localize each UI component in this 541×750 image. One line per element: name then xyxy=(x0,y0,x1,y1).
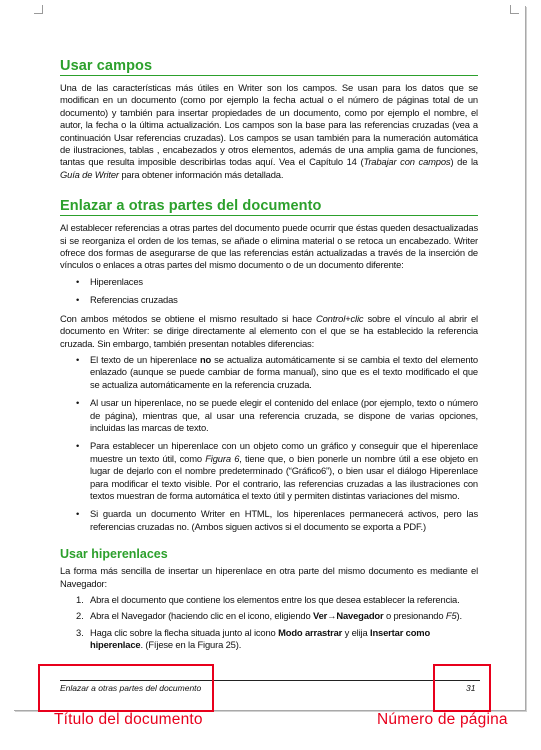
heading-enlazar: Enlazar a otras partes del documento xyxy=(60,198,478,216)
page-corner-mark xyxy=(34,5,43,14)
bullet-list-methods xyxy=(60,276,478,307)
footer-page-number: 31 xyxy=(466,683,476,693)
paragraph-enlazar-intro: Al establecer referencias a otras partes del documento puede ocurrir que éstas queden desactualizadas si se reorganiza el orden de los temas, se añade o elimina material o se retoca un encabezado. Writer ofrece dos formas de asegurarse de que las referencias están actualizadas a través de la inserción de vínculos o enlaces a otras partes del mismo documento o de un documento diferente: xyxy=(60,222,478,271)
annotation-page-number: Número de página xyxy=(377,711,508,728)
page-corner-mark xyxy=(510,5,519,14)
list-item: • Al usar un hiperenlace, no se puede elegir el contenido del enlace (por ejemplo, texto o número de página), mientras que, al usar una referencia cruzada, se dispone de varias opciones, incluidas las marcas de texto. xyxy=(76,397,478,433)
list-item: • Hiperenlaces xyxy=(76,275,143,287)
paragraph-usar-campos: Una de las características más útiles en Writer son los campos. Se usan para los datos que se modifican en un documento (como por ejemplo la fecha actual o el número de páginas total de un documento) y también para insertar propiedades de un documento, como por ejemplo el nombre, el autor, la fecha o la última actualización. Los campos son la base para las referencias cruzadas (vea a continuación Usar referencias cruzadas). Los campos se usan también para la numeración automática de ilustraciones, tablas , encabezados y otros elementos, además de una amplia gama de funciones, tantas que resulta imposible describirlas todas aquí. Vea el Capítulo 14 (Trabajar con campos) de la Guía de Writer para obtener información más detallada. xyxy=(60,82,478,180)
paragraph-hiperenlaces-intro: La forma más sencilla de insertar un hiperenlace en otra parte del mismo documento es mediante el Navegador: xyxy=(60,565,478,589)
list-item: 1. Abra el documento que contiene los elementos entre los que desea establecer la referencia. xyxy=(76,594,460,605)
page-content xyxy=(60,58,478,656)
title-highlight-box xyxy=(38,664,214,712)
numbered-steps xyxy=(60,594,478,652)
list-item: 2. Abra el Navegador (haciendo clic en el icono, eligiendo Ver→Navegador o presionando F5). xyxy=(76,610,462,622)
heading-usar-campos: Usar campos xyxy=(60,58,478,76)
page-number-highlight-box xyxy=(433,664,491,712)
annotation-document-title: Título del documento xyxy=(54,711,203,728)
bullet-list-differences xyxy=(60,354,478,533)
paragraph-diferencias: Con ambos métodos se obtiene el mismo resultado si hace Control+clic sobre el vínculo al abrir el documento en Writer: se dirige directamente al elemento con el que se ha establecido la referencia cruzada. Sin embargo, también presentan notables diferencias: xyxy=(60,312,478,349)
list-item: • El texto de un hiperenlace no se actualiza automáticamente si se cambia el texto del elemento enlazado (aunque se puede cambiar de forma manual), sino que es el texto modificado el que se actualiza automáticamente en la referencia cruzada. xyxy=(76,353,478,390)
footer-document-title: Enlazar a otras partes del documento xyxy=(60,683,202,693)
list-item: • Si guarda un documento Writer en HTML, los hiperenlaces permanecerá activos, pero las referencias cruzadas no. (Ambos siguen activos si el documento se exporta a PDF.) xyxy=(76,508,478,532)
list-item: 3. Haga clic sobre la flecha situada junto al icono Modo arrastrar y elija Insertar como hiperenlace. (Fíjese en la Figura 25). xyxy=(76,626,431,651)
list-item: • Para establecer un hiperenlace con un objeto como un gráfico y conseguir que el hiperenlace muestre un texto útil, como Figura 6, tiene que, o bien ponerle un nombre útil a ese objeto en lugar de dejarlo con el nombre predeterminado (“Gráfico6”), o bien usar el diálogo Hiperenlace para modificar el texto visible. Por el contrario, las referencias cruzadas a las ilustraciones con textos muestran de forma automática el texto útil y permiten distintas variaciones del mismo. xyxy=(76,440,478,501)
heading-usar-hiperenlaces: Usar hiperenlaces xyxy=(60,547,168,562)
list-item: • Referencias cruzadas xyxy=(76,294,178,306)
